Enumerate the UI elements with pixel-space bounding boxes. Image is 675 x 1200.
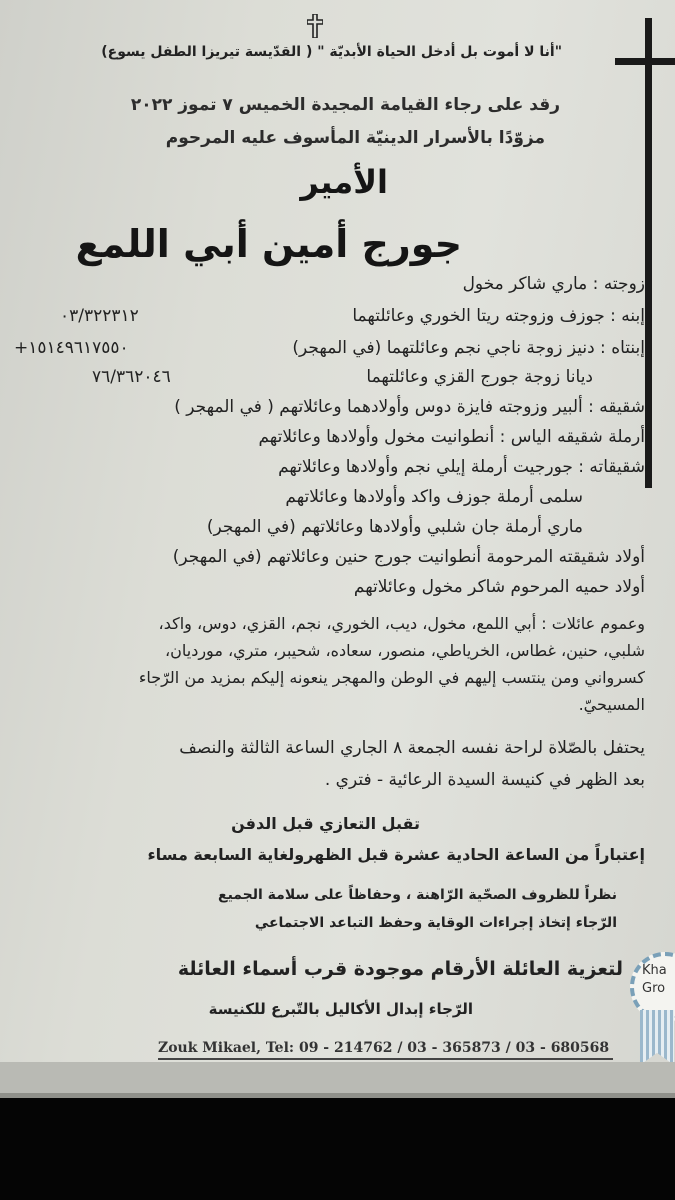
rosette-ribbon [640, 1010, 674, 1065]
large-cross-bar [615, 58, 675, 65]
saint-quote: "أنا لا أموت بل أدخل الحياة الأبديّة " ( القدّيسة تيريزا الطفل يسوع) [101, 44, 562, 60]
families-line-4: المسيحيّ. [578, 695, 645, 714]
publisher-rosette-text [642, 962, 667, 998]
family-wife: زوجته : ماري شاكر مخول [462, 274, 645, 294]
large-cross-icon [645, 18, 652, 488]
numbers-note: لتعزية العائلة الأرقام موجودة قرب أسماء العائلة [177, 958, 623, 980]
cross-icon [307, 14, 323, 38]
deceased-name: جورج أمين أبي اللمع [75, 222, 462, 266]
family-brother: شقيقه : ألبير وزوجته فايزة دوس وأولادهما وعائلاتهم ( في المهجر ) [174, 397, 645, 417]
family-sister-2: سلمى أرملة جوزف واكد وأولادها وعائلاتهم [285, 487, 583, 507]
family-sister-1: شقيقاته : جورجيت أرملة إيلي نجم وأولادها وعائلاتهم [278, 457, 645, 477]
family-son: إبنه : جوزف وزوجته ريتا الخوري وعائلتهما [352, 306, 645, 326]
rosette-text-line-2: Gro [642, 981, 666, 996]
family-in-laws: أولاد حميه المرحوم شاكر مخول وعائلاتهم [353, 577, 645, 597]
family-brother-widow: أرملة شقيقه الياس : أنطوانيت مخول وأولادها وعائلاتهم [258, 427, 645, 447]
announcement-line-1: رقد على رجاء القيامة المجيدة الخميس ٧ تموز ٢٠٢٢ [130, 95, 560, 115]
families-line-2: شلبي، حنين، غطاس، الخرياطي، منصور، سعاده، شحيبر، متري، مورديان، [164, 641, 645, 660]
condolence-time: إعتباراً من الساعة الحادية عشرة قبل الظهرولغاية السابعة مساء [147, 845, 645, 864]
deceased-title: الأمير [300, 163, 388, 201]
family-daughter-1: إبنتاه : دنيز زوجة ناجي نجم وعائلتهما (في المهجر) [292, 338, 645, 358]
phone-daughter-1: +١٥١٤٩٦١٧٥٥٠ [14, 338, 129, 358]
phone-son: ٠٣/٣٢٢٣١٢ [60, 306, 139, 326]
footer-underline [158, 1058, 613, 1060]
family-daughter-2: ديانا زوجة جورج القزي وعائلتهما [366, 367, 593, 387]
families-line-3: كسرواني ومن ينتسب إليهم في الوطن والمهجر ينعونه إليكم بمزيد من الرّجاء [138, 668, 645, 687]
families-line-1: وعموم عائلات : أبي اللمع، مخول، ديب، الخوري، نجم، القزي، دوس، واكد، [158, 614, 645, 633]
announcement-line-2: مزوّدًا بالأسرار الدينيّة المأسوف عليه المرحوم [165, 128, 545, 148]
family-nephews: أولاد شقيقته المرحومة أنطوانيت جورج حنين وعائلاتهم (في المهجر) [172, 547, 645, 567]
wreath-note: الرّجاء إبدال الأكاليل بالتّبرع للكنيسة [208, 1000, 473, 1018]
family-sister-3: ماري أرملة جان شلبي وأولادها وعائلاتهم (في المهجر) [206, 517, 583, 537]
mass-line-1: يحتفل بالصّلاة لراحة نفسه الجمعة ٨ الجاري الساعة الثالثة والنصف [179, 738, 645, 758]
covid-line-2: الرّجاء إتخاذ إجراءات الوقاية وحفظ التباعد الاجتماعي [254, 915, 617, 931]
footer-contact: Zouk Mikael, Tel: 09 - 214762 / 03 - 365873 / 03 - 680568 [158, 1040, 610, 1056]
condolence-title: تقبل التعازي قبل الدفن [231, 814, 420, 833]
paper-edge [0, 1093, 675, 1098]
phone-daughter-2: ٧٦/٣٦٢٠٤٦ [92, 367, 171, 387]
rosette-text-line-1: Kha [642, 963, 667, 978]
mass-line-2: بعد الظهر في كنيسة السيدة الرعائية - فتري . [324, 770, 645, 790]
covid-line-1: نظراً للظروف الصحّية الرّاهنة ، وحفاظاً على سلامة الجميع [218, 887, 617, 903]
